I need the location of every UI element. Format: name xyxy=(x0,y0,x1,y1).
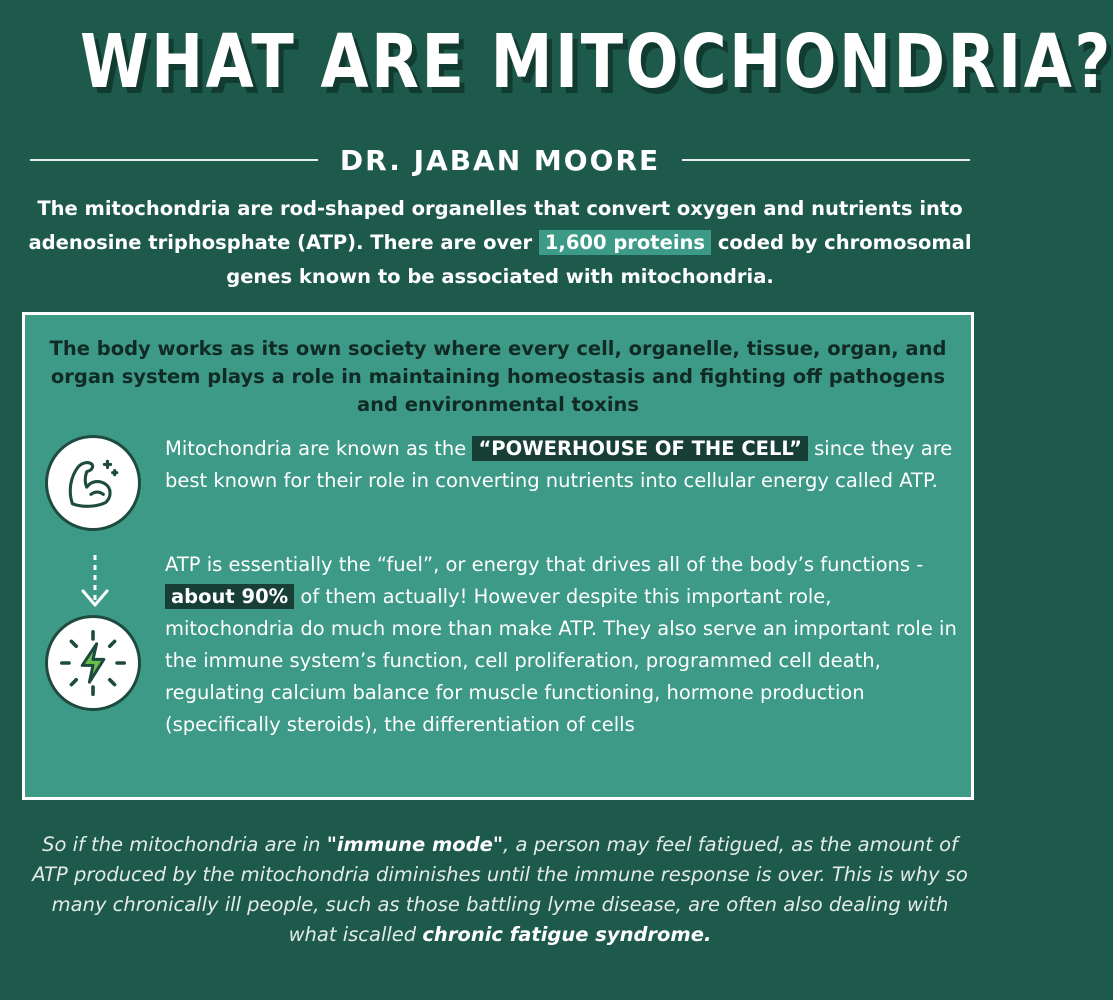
atp-paragraph xyxy=(165,549,965,741)
page-title: WHAT ARE MITOCHONDRIA? xyxy=(80,19,1113,105)
intro-paragraph xyxy=(20,192,980,294)
intro-text-end: coded by chromosomal genes known to be associated with mitochondria. xyxy=(226,231,972,288)
powerhouse-highlight: “POWERHOUSE OF THE CELL” xyxy=(472,436,807,461)
arrow-down-icon xyxy=(75,553,115,611)
info-panel xyxy=(22,312,974,800)
para1-text-start: Mitochondria are known as the xyxy=(165,437,473,460)
author-row xyxy=(30,140,970,180)
para1-text-end: since they are best known for their role in converting nutrients into cellular energy called ATP. xyxy=(165,437,953,492)
immune-mode-emphasis: "immune mode" xyxy=(326,833,504,856)
para2-text-start: ATP is essentially the “fuel”, or energy that drives all of the body’s functions - xyxy=(165,553,924,576)
closing-paragraph xyxy=(30,830,970,950)
percent-highlight: about 90% xyxy=(165,584,294,609)
flexed-arm-icon xyxy=(45,435,141,531)
intro-text-start: The mitochondria are rod-shaped organelles that convert oxygen and nutrients into adenosine triphosphate (ATP). There are over xyxy=(28,197,963,254)
intro-highlight: 1,600 proteins xyxy=(539,230,711,255)
panel-lead-text: The body works as its own society where every cell, organelle, tissue, organ, and organ system plays a role in maintaining homeostasis and fighting off pathogens and environmental toxins xyxy=(49,337,947,416)
author-name: DR. JABAN MOORE xyxy=(339,143,661,177)
outro-text-1: So if the mitochondria are in xyxy=(42,833,327,856)
chronic-fatigue-emphasis: chronic fatigue syndrome. xyxy=(422,923,712,946)
divider-right xyxy=(682,159,970,161)
divider-left xyxy=(30,159,318,161)
powerhouse-paragraph xyxy=(165,433,965,497)
para2-text-end: of them actually! However despite this important role, mitochondria do much more than make ATP. They also serve an important role in the immune system’s function, cell proliferation, programmed cell death, regulating calcium balance for muscle functioning, hormone production (specifically steroids), the differentiation of cells xyxy=(165,585,957,736)
outro-text-2: , a person may feel fatigued, as the amount of ATP produced by the mitochondria diminishes until the immune response is over. This is why so many chronically ill people, such as those battling lyme disease, are often also dealing with what iscalled xyxy=(32,833,968,946)
lightning-bolt-icon xyxy=(45,615,141,711)
